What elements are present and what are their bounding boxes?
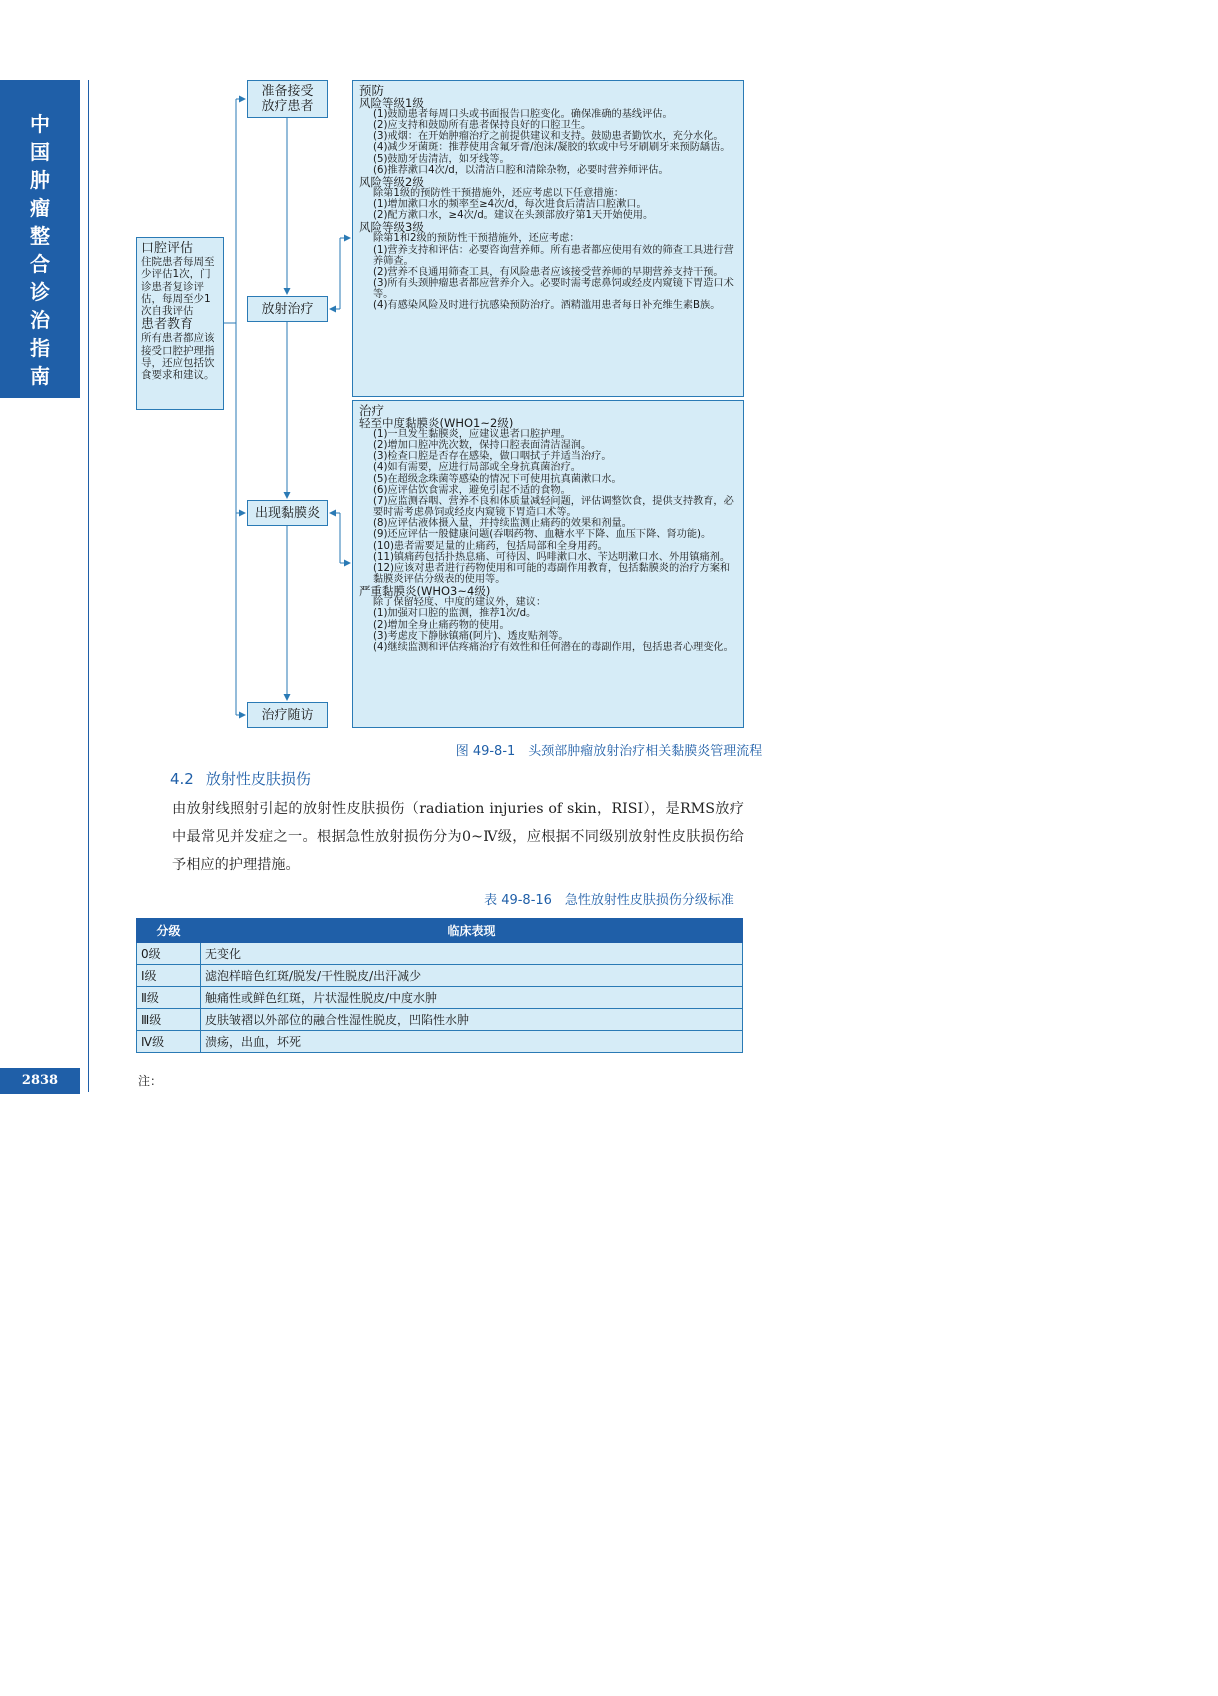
severe-mucositis-title: 严重黏膜炎(WHO3~4级) bbox=[359, 584, 491, 599]
grade-cell: Ⅳ级 bbox=[137, 1031, 201, 1053]
node2-label: 放射治疗 bbox=[261, 301, 314, 317]
clinical-cell: 皮肤皱褶以外部位的融合性湿性脱皮，凹陷性水肿 bbox=[201, 1009, 743, 1031]
grade-cell: 0级 bbox=[137, 943, 201, 965]
assess-title: 口腔评估 bbox=[141, 241, 194, 256]
list-item: (4)如有需要，应进行局部或全身抗真菌治疗。 bbox=[373, 462, 581, 474]
mild-mucositis-title: 轻至中度黏膜炎(WHO1~2级) bbox=[359, 416, 514, 430]
list-item: (7)应监测吞咽、营养不良和体质量减轻问题，评估调整饮食，提供支持教育，必要时需考虑鼻饲或经皮内窥镜下胃造口术等。 bbox=[373, 495, 734, 519]
node-mucositis bbox=[247, 500, 328, 526]
grade-cell: Ⅰ级 bbox=[137, 965, 201, 987]
side-tab-char: 中 bbox=[30, 112, 50, 136]
node-radiotherapy bbox=[247, 296, 328, 322]
side-tab-char: 瘤 bbox=[30, 196, 50, 220]
side-tab-char: 治 bbox=[30, 308, 50, 332]
grade-cell: Ⅱ级 bbox=[137, 987, 201, 1009]
table-row bbox=[137, 1031, 743, 1053]
list-item: (6)推荐漱口4次/d，以清洁口腔和清除杂物，必要时营养师评估。 bbox=[373, 164, 669, 176]
list-item: (1)鼓励患者每周口头或书面报告口腔变化。确保准确的基线评估。 bbox=[373, 109, 673, 120]
list-item: (12)应该对患者进行药物使用和可能的毒副作用教育，包括黏膜炎的治疗方案和黏膜炎评估分级表的使用等。 bbox=[373, 562, 731, 586]
severe-intro: 除了保留轻度、中度的建议外，建议： bbox=[373, 597, 547, 609]
page-number: 2838 bbox=[0, 1068, 80, 1094]
table-header-row bbox=[137, 919, 743, 943]
list-item: (2)配方漱口水，≥4次/d。建议在头颈部放疗第1天开始使用。 bbox=[373, 210, 654, 222]
list-item: (2)增加全身止痛药物的使用。 bbox=[373, 619, 510, 631]
list-item: (2)应支持和鼓励所有患者保持良好的口腔卫生。 bbox=[373, 120, 592, 132]
section-heading bbox=[170, 768, 311, 789]
assess-text: 住院患者每周至少评估1次，门诊患者复诊评估，每周至少1次自我评估 bbox=[141, 256, 215, 318]
list-item: (4)有感染风险及时进行抗感染预防治疗。酒精滥用患者每日补充维生素B族。 bbox=[373, 300, 721, 312]
clinical-cell: 滤泡样暗色红斑/脱发/干性脱皮/出汗减少 bbox=[201, 965, 743, 987]
side-tab-char: 合 bbox=[30, 252, 50, 276]
paragraph-text: 由放射线照射引起的放射性皮肤损伤（radiation injuries of skin，RISI），是RMS放疗中最常见并发症之一。根据急性放射损伤分为0~Ⅳ级，应根据不同级别放射性皮肤损伤给予相应的护理措施。 bbox=[172, 801, 744, 873]
node1-line2: 放疗患者 bbox=[261, 99, 314, 114]
education-text: 所有患者都应该接受口腔护理指导，还应包括饮食要求和建议。 bbox=[141, 332, 215, 382]
side-tab-char: 诊 bbox=[30, 280, 50, 304]
list-item: (3)检查口腔是否存在感染，做口咽拭子并适当治疗。 bbox=[373, 451, 612, 463]
list-item: (6)应评估饮食需求，避免引起不适的食物。 bbox=[373, 484, 571, 496]
prevention-title: 预防 bbox=[359, 83, 385, 98]
list-item: (1)增加漱口水的频率至≥4次/d，每次进食后清洁口腔漱口。 bbox=[373, 199, 647, 211]
node4-label: 治疗随访 bbox=[261, 707, 314, 723]
list-item: (11)镇痛药包括扑热息痛、可待因、吗啡漱口水、苄达明漱口水、外用镇痛剂。 bbox=[373, 551, 731, 563]
table-note: 注： bbox=[138, 1074, 163, 1088]
treatment-title: 治疗 bbox=[359, 403, 385, 418]
list-item: (9)还应评估一般健康问题(吞咽药物、血糖水平下降、血压下降、肾功能)。 bbox=[373, 529, 712, 541]
table-caption: 表 49-8-16 急性放射性皮肤损伤分级标准 bbox=[484, 893, 734, 908]
list-item: (3)戒烟：在开始肿瘤治疗之前提供建议和支持。鼓励患者勤饮水，充分水化。 bbox=[373, 131, 724, 143]
table-row bbox=[137, 987, 743, 1009]
side-tab-char: 指 bbox=[30, 336, 50, 360]
side-tab-char: 国 bbox=[30, 140, 50, 164]
list-item: (4)继续监测和评估疼痛治疗有效性和任何潜在的毒副作用，包括患者心理变化。 bbox=[373, 641, 734, 653]
node-followup bbox=[247, 702, 328, 728]
node-prepare-radiotherapy bbox=[247, 80, 328, 118]
list-item: (1)营养支持和评估：必要咨询营养师。所有患者都应使用有效的筛查工具进行营养筛查。 bbox=[373, 244, 734, 267]
clinical-cell: 无变化 bbox=[201, 943, 743, 965]
header-grade: 分级 bbox=[137, 919, 201, 943]
list-item: (2)增加口腔冲洗次数，保持口腔表面清洁湿润。 bbox=[373, 440, 592, 452]
treatment-box bbox=[352, 400, 744, 728]
list-item: (10)患者需要足量的止痛药，包括局部和全身用药。 bbox=[373, 540, 608, 552]
list-item: (2)营养不良通用筛查工具，有风险患者应该接受营养师的早期营养支持干预。 bbox=[373, 266, 724, 278]
oral-assessment-box bbox=[136, 237, 224, 410]
clinical-cell: 触痛性或鲜色红斑，片状湿性脱皮/中度水肿 bbox=[201, 987, 743, 1009]
header-clinical: 临床表现 bbox=[201, 919, 743, 943]
section-title: 放射性皮肤损伤 bbox=[205, 770, 311, 788]
grading-table bbox=[136, 918, 743, 1053]
prevention-box bbox=[352, 80, 744, 397]
figure-caption: 图 49-8-1 头颈部肿瘤放射治疗相关黏膜炎管理流程 bbox=[455, 744, 763, 759]
clinical-cell: 溃疡，出血，坏死 bbox=[201, 1031, 743, 1053]
list-item: (4)减少牙菌斑：推荐使用含氟牙膏/泡沫/凝胶的软或中号牙刷刷牙来预防龋齿。 bbox=[373, 142, 731, 154]
grade-cell: Ⅲ级 bbox=[137, 1009, 201, 1031]
section-number: 4.2 bbox=[170, 770, 194, 788]
list-item: (1)一旦发生黏膜炎，应建议患者口腔护理。 bbox=[373, 429, 571, 440]
list-item: (8)应评估液体摄入量，并持续监测止痛药的效果和剂量。 bbox=[373, 518, 632, 530]
education-title: 患者教育 bbox=[141, 317, 194, 333]
risk-level1-title: 风险等级1级 bbox=[359, 96, 424, 110]
body-paragraph bbox=[138, 795, 744, 879]
risk-level2-title: 风险等级2级 bbox=[359, 174, 424, 189]
side-tab-char: 肿 bbox=[30, 168, 50, 192]
risk-level2-intro: 除第1级的预防性干预措施外，还应考虑以下任意措施： bbox=[373, 187, 624, 199]
list-item: (5)在超级念珠菌等感染的情况下可使用抗真菌漱口水。 bbox=[373, 473, 622, 485]
table-row bbox=[137, 1009, 743, 1031]
list-item: (1)加强对口腔的监测，推荐1次/d。 bbox=[373, 608, 537, 620]
risk-level3-intro: 除第1和2级的预防性干预措施外，还应考虑： bbox=[373, 233, 580, 245]
node1-line1: 准备接受 bbox=[261, 84, 314, 99]
list-item: (3)所有头颈肿瘤患者都应营养介入。必要时需考虑鼻饲或经皮内窥镜下胃造口术等。 bbox=[373, 278, 734, 301]
list-item: (3)考虑皮下静脉镇痛(阿片)、透皮贴剂等。 bbox=[373, 630, 569, 642]
table-row bbox=[137, 965, 743, 987]
side-tab-char: 整 bbox=[30, 224, 50, 248]
list-item: (5)鼓励牙齿清洁，如牙线等。 bbox=[373, 153, 510, 165]
node3-label: 出现黏膜炎 bbox=[254, 505, 320, 521]
side-tab-char: 南 bbox=[30, 364, 50, 388]
risk-level3-title: 风险等级3级 bbox=[359, 220, 424, 235]
table-row bbox=[137, 943, 743, 965]
